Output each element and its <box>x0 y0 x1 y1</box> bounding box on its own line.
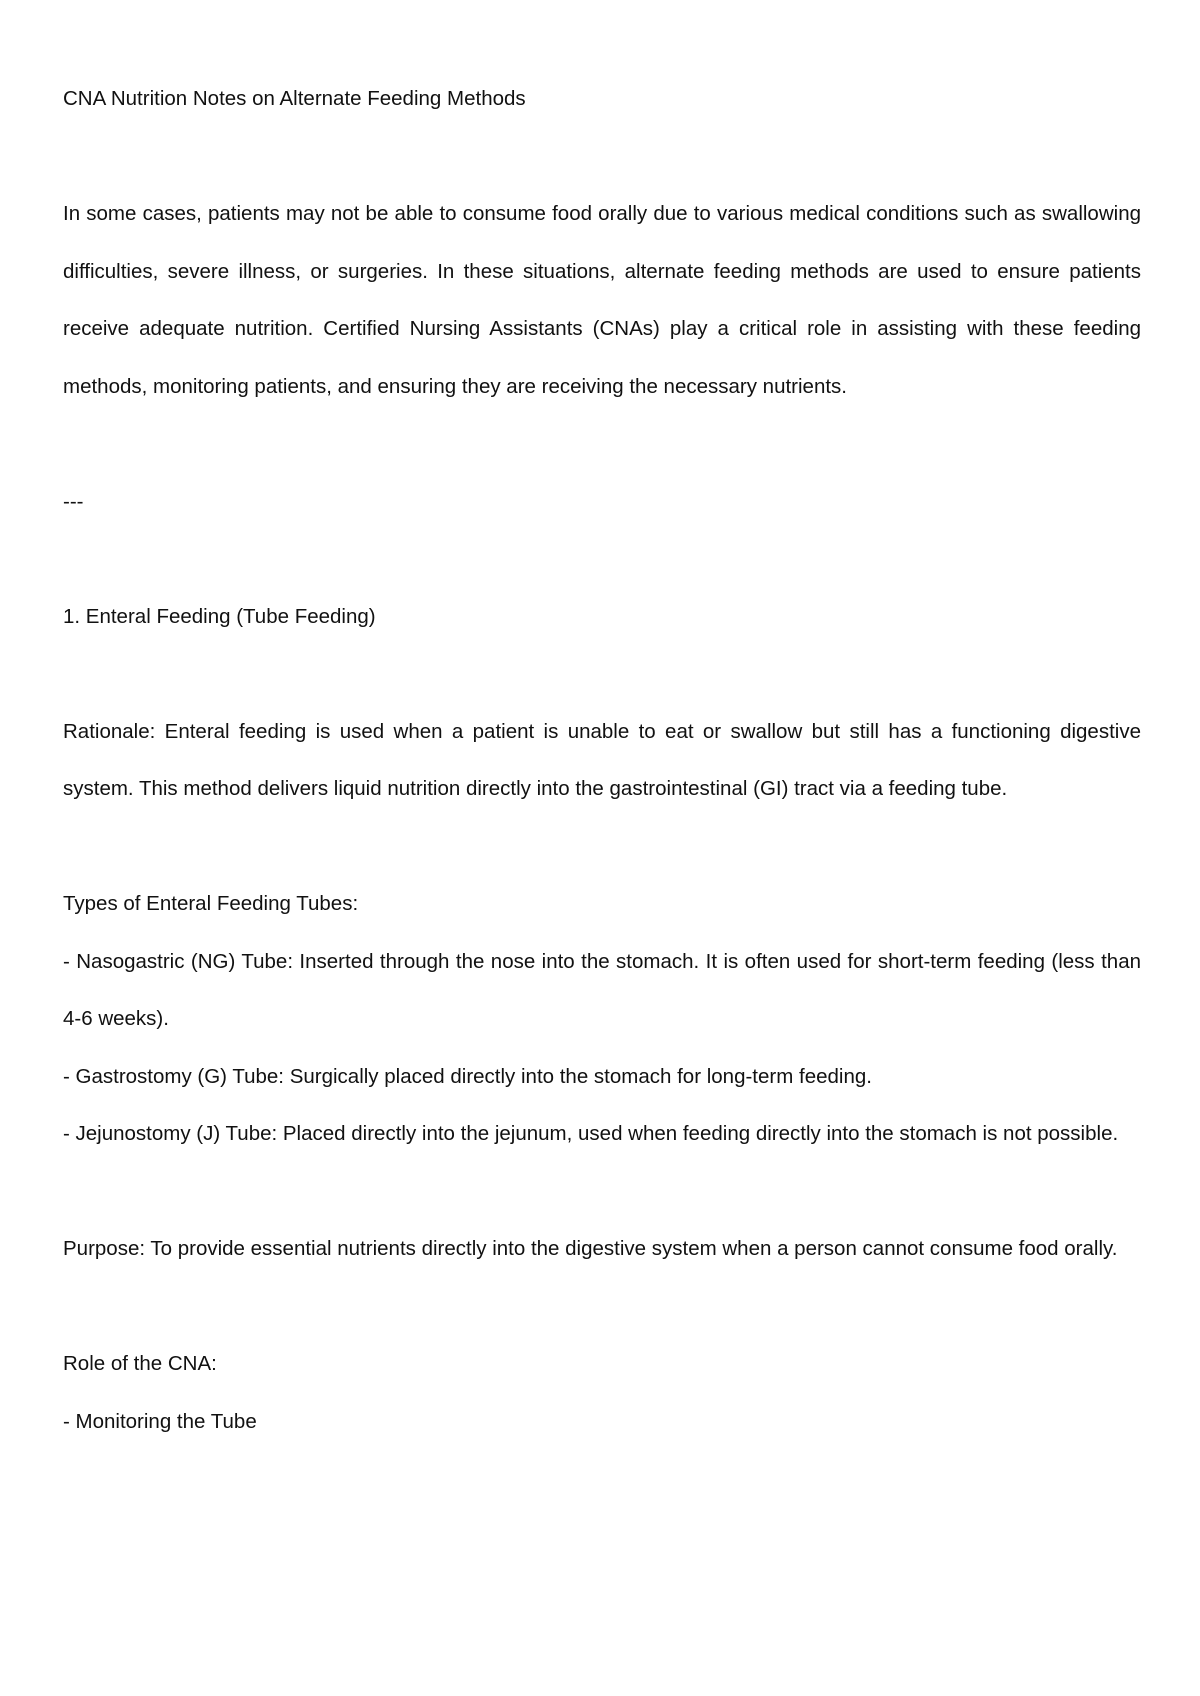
spacer <box>63 1163 1141 1221</box>
purpose-paragraph: Purpose: To provide essential nutrients directly into the digestive system when a person cannot consume food orally. <box>63 1237 1118 1260</box>
spacer <box>63 1278 1141 1336</box>
spacer <box>63 530 1141 588</box>
section-heading: 1. Enteral Feeding (Tube Feeding) <box>63 604 376 628</box>
spacer <box>63 818 1141 876</box>
role-heading: Role of the CNA: <box>63 1352 217 1375</box>
list-item-g-tube: - Gastrostomy (G) Tube: Surgically placed directly into the stomach for long-term feeding. <box>63 1064 872 1088</box>
spacer <box>63 645 1141 703</box>
rationale-paragraph: Rationale: Enteral feeding is used when a patient is unable to eat or swallow but still has a functioning digestive system. This method delivers liquid nutrition directly into the gastrointestinal (GI) tract via a feeding tube. <box>63 719 1141 800</box>
intro-paragraph: In some cases, patients may not be able to consume food orally due to various medical conditions such as swallowing difficulties, severe illness, or surgeries. In these situations, alternate feeding methods are used to ensure patients receive adequate nutrition. Certified Nursing Assistants (CNAs) play a critical role in assisting with these feeding methods, monitoring patients, and ensuring they are receiving the necessary nutrients. <box>63 202 1141 398</box>
document-body <box>63 70 1141 1450</box>
section-separator: --- <box>63 489 84 513</box>
list-item-monitoring: - Monitoring the Tube <box>63 1409 257 1433</box>
document-title: CNA Nutrition Notes on Alternate Feeding Methods <box>63 87 526 110</box>
spacer <box>63 128 1141 186</box>
spacer <box>63 415 1141 473</box>
list-item-j-tube: - Jejunostomy (J) Tube: Placed directly into the jejunum, used when feeding directly into the stomach is not possible. <box>63 1122 1119 1145</box>
types-heading: Types of Enteral Feeding Tubes: <box>63 892 359 915</box>
list-item-ng-tube: - Nasogastric (NG) Tube: Inserted through the nose into the stomach. It is often used for short-term feeding (less than 4-6 weeks). <box>63 949 1141 1030</box>
